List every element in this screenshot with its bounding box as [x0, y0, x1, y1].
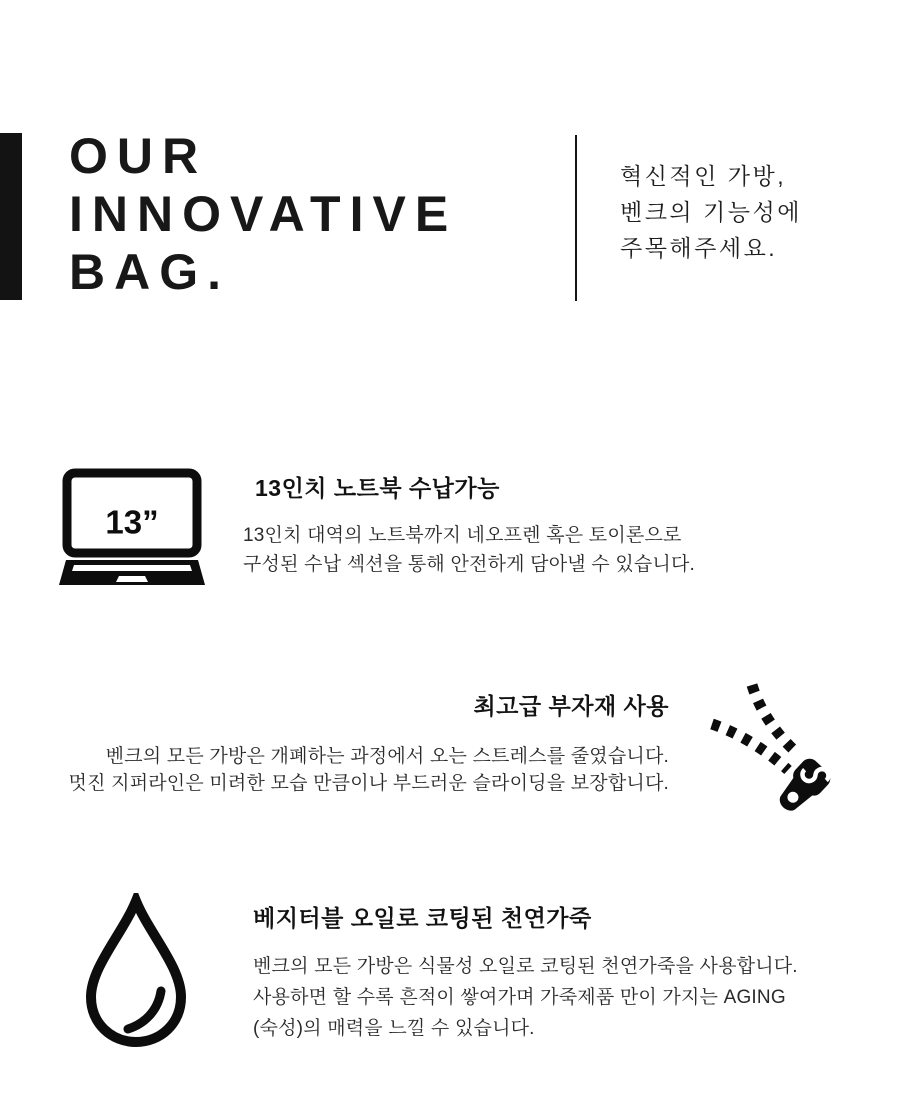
page-title — [69, 127, 457, 301]
feature-leather-body — [253, 951, 798, 1044]
feature-zipper-heading: 최고급 부자재 사용 — [473, 693, 669, 719]
water-drop-icon — [80, 893, 192, 1049]
accent-bar — [0, 133, 22, 300]
title-line-1: OUR — [69, 128, 208, 184]
laptop-13-inch-icon — [58, 468, 206, 586]
tagline-line-3: 주목해주세요. — [620, 235, 778, 261]
feature-leather-body-line-1: 벤크의 모든 가방은 식물성 오일로 코팅된 천연가죽을 사용합니다. — [253, 956, 798, 977]
laptop-size-label: 13” — [105, 503, 159, 541]
feature-laptop-heading: 13인치 노트북 수납가능 — [255, 475, 500, 501]
feature-laptop-body — [243, 521, 695, 579]
tagline-line-1: 혁신적인 가방, — [620, 163, 787, 189]
vertical-divider — [575, 135, 577, 301]
feature-leather-body-line-2: 사용하면 할 수록 흔적이 쌓여가며 가죽제품 만이 가지는 AGING — [253, 987, 786, 1008]
tagline-line-2: 벤크의 기능성에 — [620, 199, 802, 225]
feature-laptop-body-line-2: 구성된 수납 섹션을 통해 안전하게 담아낼 수 있습니다. — [243, 554, 696, 575]
feature-zipper-body-line-2: 멋진 지퍼라인은 미려한 모습 만큼이나 부드러운 슬라이딩을 보장합니다. — [68, 773, 669, 794]
title-line-3: BAG. — [69, 244, 230, 300]
feature-leather-section — [253, 900, 798, 1044]
header-tagline — [620, 158, 802, 266]
feature-laptop-body-line-1: 13인치 대역의 노트북까지 네오프렌 혹은 토이론으로 — [243, 525, 682, 546]
zipper-icon — [706, 678, 856, 824]
feature-zipper-body — [69, 743, 669, 797]
feature-zipper-section — [69, 688, 669, 797]
feature-zipper-body-line-1: 벤크의 모든 가방은 개폐하는 과정에서 오는 스트레스를 줄였습니다. — [105, 746, 669, 767]
title-line-2: INNOVATIVE — [69, 186, 458, 242]
feature-leather-body-line-3: (숙성)의 매력을 느낄 수 있습니다. — [253, 1018, 535, 1039]
feature-laptop-section — [243, 470, 695, 579]
feature-leather-heading: 베지터블 오일로 코팅된 천연가죽 — [253, 905, 592, 931]
